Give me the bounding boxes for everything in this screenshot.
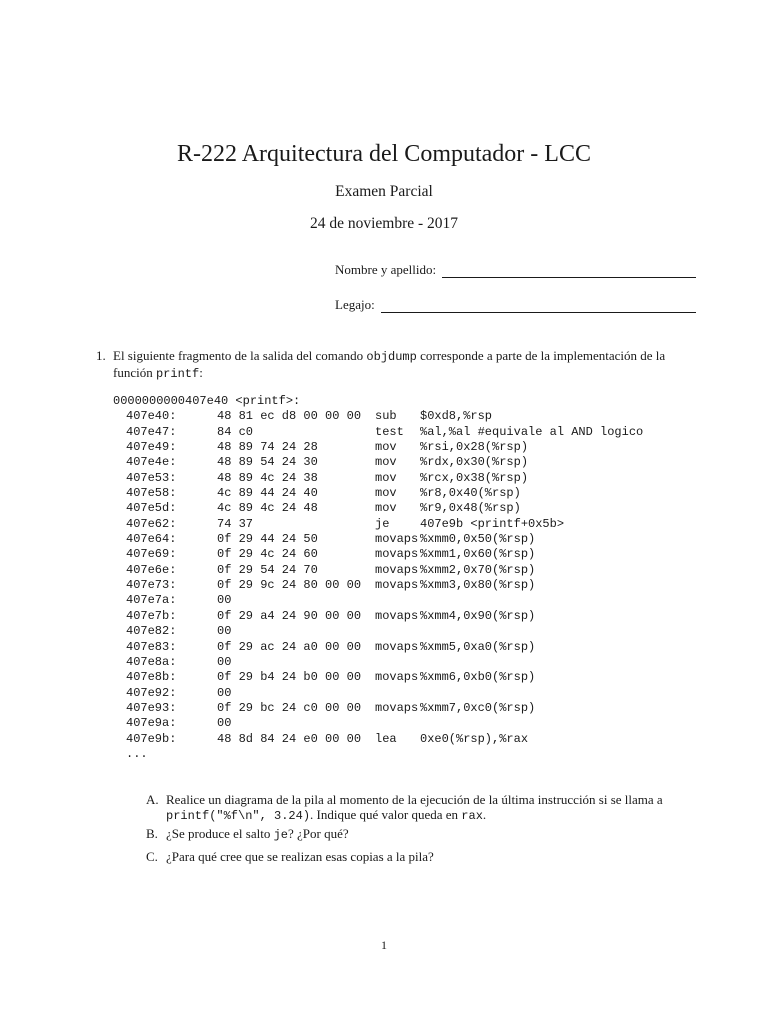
- listing-operands: %r9,0x48(%rsp): [420, 501, 521, 516]
- listing-operands: %xmm4,0x90(%rsp): [420, 608, 536, 623]
- listing-mnemonic: movaps: [375, 670, 419, 685]
- name-blank-line: [442, 276, 696, 278]
- listing-mnemonic: movaps: [375, 562, 419, 577]
- listing-bytes: 0f 29 a4 24 90 00 00: [217, 608, 362, 623]
- listing-operands: %xmm3,0x80(%rsp): [420, 578, 536, 593]
- listing-mnemonic: movaps: [375, 639, 419, 654]
- listing-bytes: 0f 29 ac 24 a0 00 00: [217, 639, 362, 654]
- legajo-field: [335, 297, 696, 313]
- listing-address: 407e8a:: [126, 654, 177, 669]
- b-code-je: je: [273, 828, 288, 842]
- listing-bytes: 4c 89 44 24 40: [217, 486, 318, 501]
- name-field: [335, 262, 696, 278]
- intro-text: El siguiente fragmento de la salida del comando: [113, 348, 367, 363]
- listing-mnemonic: movaps: [375, 578, 419, 593]
- listing-address: ...: [126, 746, 148, 761]
- subquestion-a-label: A.: [146, 792, 159, 807]
- listing-mnemonic: je: [375, 516, 390, 531]
- listing-address: 407e49:: [126, 440, 177, 455]
- listing-bytes: 0f 29 9c 24 80 00 00: [217, 578, 362, 593]
- intro-text-3: :: [199, 365, 203, 380]
- listing-operands: 407e9b <printf+0x5b>: [420, 516, 565, 531]
- b-text-2: ? ¿Por qué?: [287, 826, 349, 841]
- listing-address: 407e58:: [126, 486, 177, 501]
- subquestion-c-label: C.: [146, 849, 158, 864]
- question-number: 1.: [96, 348, 106, 363]
- listing-bytes: 0f 29 b4 24 b0 00 00: [217, 670, 362, 685]
- listing-bytes: 48 89 74 24 28: [217, 440, 318, 455]
- listing-bytes: 48 89 54 24 30: [217, 455, 318, 470]
- intro-code-printf: printf: [155, 367, 200, 381]
- listing-bytes: 00: [217, 716, 232, 731]
- intro-text-2: corresponde a parte de la implementación de la función: [113, 348, 666, 380]
- listing-header: 0000000000407e40 <printf>:: [113, 394, 301, 408]
- listing-address: 407e69:: [126, 547, 177, 562]
- page-number: 1: [381, 938, 387, 952]
- listing-operands: %rsi,0x28(%rsp): [420, 440, 529, 455]
- listing-operands: 0xe0(%rsp),%rax: [420, 731, 529, 746]
- name-label: Nombre y apellido:: [335, 262, 437, 277]
- listing-mnemonic: movaps: [375, 700, 419, 715]
- listing-address: 407e82:: [126, 624, 177, 639]
- listing-operands: %xmm1,0x60(%rsp): [420, 547, 536, 562]
- listing-bytes: 00: [217, 685, 232, 700]
- listing-operands: %xmm5,0xa0(%rsp): [420, 639, 536, 654]
- listing-bytes: 0f 29 54 24 70: [217, 562, 318, 577]
- a-text-1: Realice un diagrama de la pila al momento de la ejecución de la última instrucción si se llama a: [166, 792, 663, 807]
- subquestion-b-label: B.: [146, 826, 158, 841]
- listing-bytes: 74 37: [217, 516, 254, 531]
- listing-address: 407e9b:: [126, 731, 177, 746]
- listing-address: 407e73:: [126, 578, 177, 593]
- listing-bytes: 4c 89 4c 24 48: [217, 501, 318, 516]
- listing-operands: %xmm6,0xb0(%rsp): [420, 670, 536, 685]
- listing-operands: %rcx,0x38(%rsp): [420, 470, 529, 485]
- listing-address: 407e40:: [126, 409, 177, 424]
- a-text-2: . Indique qué valor queda en: [310, 807, 462, 822]
- listing-address: 407e8b:: [126, 670, 177, 685]
- listing-mnemonic: mov: [375, 440, 397, 455]
- b-text-1: ¿Se produce el salto: [166, 826, 274, 841]
- listing-mnemonic: mov: [375, 486, 397, 501]
- exam-title: R-222 Arquitectura del Computador - LCC: [177, 141, 591, 167]
- exam-date: 24 de noviembre - 2017: [309, 215, 459, 232]
- listing-mnemonic: lea: [375, 731, 397, 746]
- listing-bytes: 00: [217, 654, 232, 669]
- subquestion-c-text: ¿Para qué cree que se realizan esas copias a la pila?: [166, 849, 434, 864]
- listing-operands: %rdx,0x30(%rsp): [420, 455, 529, 470]
- listing-address: 407e7b:: [126, 608, 177, 623]
- listing-address: 407e64:: [126, 532, 177, 547]
- listing-bytes: 00: [217, 593, 232, 608]
- listing-address: 407e6e:: [126, 562, 177, 577]
- listing-address: 407e9a:: [126, 716, 177, 731]
- a-code-rax: rax: [461, 809, 483, 823]
- listing-operands: %xmm0,0x50(%rsp): [420, 532, 536, 547]
- listing-operands: %r8,0x40(%rsp): [420, 486, 521, 501]
- listing-bytes: 0f 29 44 24 50: [217, 532, 318, 547]
- listing-mnemonic: sub: [375, 409, 397, 424]
- listing-bytes: 0f 29 4c 24 60: [217, 547, 318, 562]
- question-intro: [113, 348, 685, 382]
- listing-mnemonic: movaps: [375, 532, 419, 547]
- listing-bytes: 00: [217, 624, 232, 639]
- legajo-blank-line: [381, 311, 696, 313]
- listing-address: 407e4e:: [126, 455, 177, 470]
- listing-bytes: 48 8d 84 24 e0 00 00: [217, 731, 362, 746]
- listing-bytes: 84 c0: [217, 424, 254, 439]
- listing-bytes: 48 81 ec d8 00 00 00: [217, 409, 362, 424]
- listing-address: 407e93:: [126, 700, 177, 715]
- listing-mnemonic: mov: [375, 455, 397, 470]
- listing-operands: %xmm2,0x70(%rsp): [420, 562, 536, 577]
- listing-operands: $0xd8,%rsp: [420, 409, 493, 424]
- listing-address: 407e47:: [126, 424, 177, 439]
- listing-operands: %al,%al #equivale al AND logico: [420, 424, 644, 439]
- listing-operands: %xmm7,0xc0(%rsp): [420, 700, 536, 715]
- listing-mnemonic: mov: [375, 501, 397, 516]
- listing-address: 407e92:: [126, 685, 177, 700]
- listing-address: 407e7a:: [126, 593, 177, 608]
- listing-address: 407e62:: [126, 516, 177, 531]
- subquestion-a-text: [166, 792, 706, 824]
- a-code-printf-call: printf("%f\n", 3.24): [166, 809, 311, 823]
- listing-address: 407e5d:: [126, 501, 177, 516]
- listing-mnemonic: movaps: [375, 608, 419, 623]
- listing-mnemonic: movaps: [375, 547, 419, 562]
- listing-bytes: 48 89 4c 24 38: [217, 470, 318, 485]
- exam-subtitle: Examen Parcial: [335, 183, 433, 200]
- intro-code-objdump: objdump: [366, 350, 417, 364]
- listing-mnemonic: test: [375, 424, 404, 439]
- legajo-label: Legajo:: [335, 297, 375, 312]
- listing-address: 407e83:: [126, 639, 177, 654]
- listing-address: 407e53:: [126, 470, 177, 485]
- subquestion-b-text: [166, 826, 706, 843]
- listing-mnemonic: mov: [375, 470, 397, 485]
- a-text-3: .: [482, 807, 487, 822]
- listing-bytes: 0f 29 bc 24 c0 00 00: [217, 700, 362, 715]
